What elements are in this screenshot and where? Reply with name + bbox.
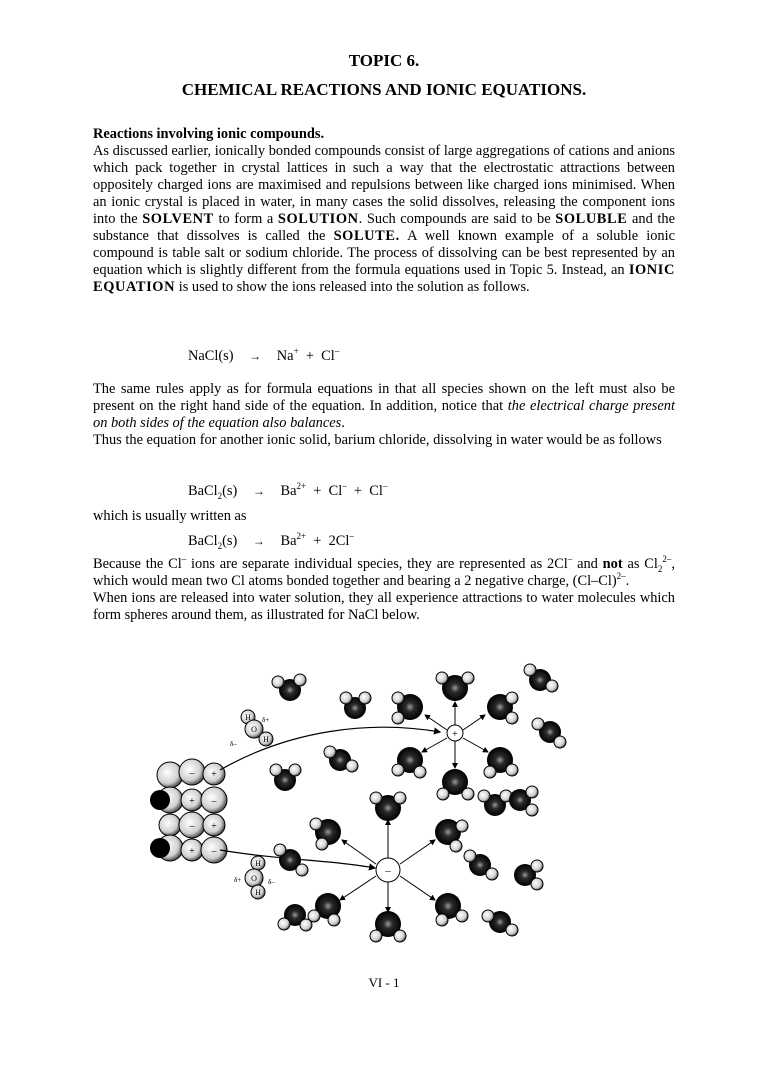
eq-state: (s) <box>222 533 238 549</box>
ion-charge: – <box>334 346 340 357</box>
term-ionic-equation: IONIC EQUATION <box>93 262 675 295</box>
superscript: 2– <box>616 571 626 582</box>
minus-label: – <box>211 846 217 857</box>
page-title: CHEMICAL REACTIONS AND IONIC EQUATIONS. <box>181 80 587 99</box>
term-solvent: SOLVENT <box>142 211 214 227</box>
plus-label: + <box>452 729 458 740</box>
plus-label: + <box>189 796 195 807</box>
superscript: – <box>181 554 187 565</box>
subscript: 2 <box>217 490 223 501</box>
minus-label: – <box>211 796 217 807</box>
ion-charge: – <box>349 531 354 542</box>
dipole-water-top <box>230 710 273 748</box>
paragraph-2 <box>93 381 675 449</box>
plus-label: + <box>211 821 217 832</box>
term-solute: SOLUTE. <box>333 228 400 244</box>
page-number: VI - 1 <box>368 975 400 990</box>
dipole-water-bottom <box>234 856 275 899</box>
text-run: . <box>625 573 630 589</box>
text-run: , which would mean two Cl atoms bonded together and bearing a 2 negative charge, (Cl–Cl) <box>93 556 675 589</box>
h-label: H <box>255 888 261 897</box>
subscript: 2 <box>657 563 663 574</box>
paragraph-3 <box>93 556 675 624</box>
italic-text: the electrical charge present on both sides of the equation also balances <box>93 398 675 431</box>
delta-label: δ+ <box>234 876 242 884</box>
hydrated-cation <box>392 672 518 800</box>
delta-label: δ– <box>230 740 237 748</box>
ion-charge: – <box>382 481 388 492</box>
superscript: – <box>567 554 573 565</box>
text-run: Thus the equation for another ionic solid, barium chloride, dissolving in water would be as follows <box>93 432 662 448</box>
eq-ion: Na <box>276 348 294 364</box>
equation-bacl2-full <box>188 483 387 500</box>
text-run: . Such compounds are said to be <box>358 211 551 227</box>
plus-sign: + <box>313 533 322 549</box>
eq-state: (s) <box>222 483 238 499</box>
eq-ion: Cl <box>369 483 383 499</box>
eq-lhs: NaCl(s) <box>188 348 234 364</box>
plus-label: + <box>211 769 217 780</box>
delta-label: δ– <box>268 878 275 886</box>
ion-charge: 2+ <box>296 531 307 542</box>
eq-ion: 2Cl <box>328 533 350 549</box>
ion-charge: – <box>342 481 347 492</box>
text-run: is used to show the ions released into the solution as follows. <box>178 279 530 295</box>
eq-lhs: BaCl <box>188 533 218 549</box>
usually-text: which is usually written as <box>93 508 247 524</box>
h-label: H <box>245 713 251 722</box>
text-run: ions are separate individual species, they are represented as 2Cl <box>191 556 568 572</box>
superscript: 2– <box>662 554 672 565</box>
text-run: Because the Cl <box>93 556 182 572</box>
topic-number: TOPIC 6. <box>348 51 420 70</box>
plus-sign: + <box>305 348 314 364</box>
subscript: 2 <box>217 540 223 551</box>
eq-ion: Ba <box>280 533 297 549</box>
crystal-lattice <box>150 759 227 863</box>
delta-label: δ+ <box>262 716 270 724</box>
h-label: H <box>263 735 269 744</box>
nacl-hydration-figure <box>150 660 610 950</box>
reaction-arrow: → <box>252 534 265 548</box>
plus-label: + <box>189 846 195 857</box>
text-run: to form a <box>218 211 274 227</box>
h-label: H <box>255 859 261 868</box>
eq-ion: Cl <box>321 348 335 364</box>
text-run: . <box>341 415 345 431</box>
plus-sign: + <box>353 483 363 499</box>
text-run: As discussed earlier, ionically bonded compounds consist of large aggregations of cations and anions which pack together in crystal lattices in such a way that the electrostatic attractions between oppositely charged ions are maximised and repulsions between like charged ions minimised. When an ionic crystal is placed in water, in many cases the solid dissolves, releasing the component ions into the <box>93 143 675 227</box>
text-run: as Cl <box>627 556 658 572</box>
text-run: The same rules apply as for formula equations in that all species shown on the left must also be present on the right hand side of the equation. In addition, notice that <box>93 381 675 414</box>
eq-ion: Cl <box>328 483 343 499</box>
text-run: A well known example of a soluble ionic compound is table salt or sodium chloride. The process of dissolving can be best represented by an equation which is slightly different from the formula equations used in Topic 5. Instead, an <box>93 228 675 278</box>
term-solution: SOLUTION <box>277 211 359 227</box>
bold-word: not <box>602 556 623 572</box>
term-soluble: SOLUBLE <box>555 211 628 227</box>
hydrated-anion <box>308 792 468 942</box>
o-label: O <box>251 725 257 734</box>
ion-charge: + <box>293 346 299 357</box>
eq-lhs: BaCl <box>188 483 218 499</box>
text-run: and <box>577 556 598 572</box>
minus-label: – <box>385 865 391 877</box>
intro-paragraph <box>93 126 675 296</box>
section-heading: Reactions involving ionic compounds. <box>93 126 325 142</box>
text-run: and the substance that dissolves is called the <box>93 211 676 244</box>
minus-label: – <box>189 821 195 832</box>
equation-bacl2 <box>188 533 354 550</box>
equation-nacl <box>188 348 339 365</box>
o-label: O <box>251 874 257 883</box>
eq-ion: Ba <box>280 483 297 499</box>
text-run: When ions are released into water solution, they all experience attractions to water molecules which form spheres around them, as illustrated for NaCl below. <box>93 590 675 623</box>
ion-charge: 2+ <box>296 481 307 492</box>
plus-sign: + <box>313 483 322 499</box>
reaction-arrow: → <box>252 484 265 498</box>
minus-label: – <box>189 768 195 779</box>
reaction-arrow: → <box>249 349 262 363</box>
